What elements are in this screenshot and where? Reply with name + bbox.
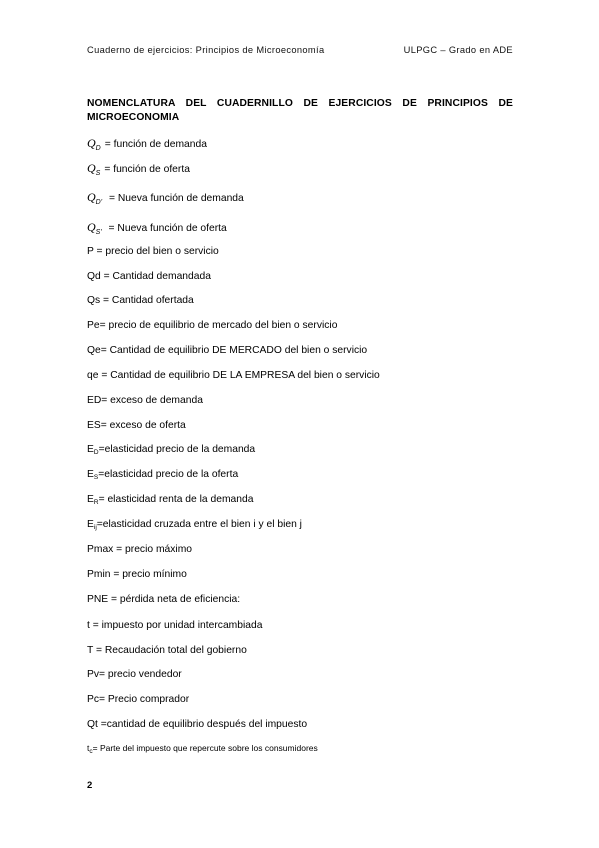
nomenclature-entry: Qe= Cantidad de equilibrio DE MERCADO del bien o servicio [87,345,368,356]
symbol-base: Q [87,190,96,204]
symbol-base: E [87,494,94,505]
symbol-sub: D [95,145,101,152]
symbol-definition: =elasticidad cruzada entre el bien i y el bien j [96,519,302,530]
nomenclature-entry: T = Recaudación total del gobierno [87,645,247,656]
elasticity-entry-supply [87,469,238,481]
symbol-definition: =elasticidad precio de la demanda [98,444,256,455]
symbol-sub: c [89,748,93,755]
symbol-definition: = Parte del impuesto que repercute sobre los consumidores [92,743,318,753]
document-title: NOMENCLATURA DEL CUADERNILLO DE EJERCICIOS DE PRINCIPIOS DE MICROECONOMIA [87,98,513,123]
symbol-sub: ij [93,524,97,531]
symbol-sub: D [95,199,101,206]
symbol-sub: S [93,474,99,481]
nomenclature-entry: ES= exceso de oferta [87,420,186,431]
symbol-definition: =elasticidad precio de la oferta [98,469,239,480]
symbol-entry-qs-new [87,220,227,236]
nomenclature-entry: qe = Cantidad de equilibrio DE LA EMPRESA del bien o servicio [87,370,380,381]
symbol-definition: = Nueva función de demanda [106,193,244,204]
symbol-definition: = función de demanda [104,139,207,150]
elasticity-entry-income [87,494,253,506]
symbol-base: Q [87,220,96,234]
nomenclature-entry: Pmax = precio máximo [87,544,193,555]
nomenclature-entry: Qd = Cantidad demandada [87,271,211,282]
symbol-prime: ' [100,229,102,236]
symbol-sub: D [93,449,99,456]
symbol-definition: = función de oferta [104,164,190,175]
elasticity-entry-demand [87,444,255,456]
page-number: 2 [87,780,93,791]
symbol-entry-qd [87,136,207,152]
nomenclature-entry: Pmin = precio mínimo [87,569,187,580]
nomenclature-entry: ED= exceso de demanda [87,395,203,406]
nomenclature-entry: Qt =cantidad de equilibrio después del impuesto [87,719,308,730]
header-university: ULPGC – Grado en ADE [403,45,513,55]
symbol-prime: ' [100,199,103,206]
nomenclature-entry: t = impuesto por unidad intercambiada [87,620,263,631]
symbol-sub: R [93,499,99,506]
symbol-base: E [87,444,94,455]
symbol-sub: S [95,229,101,236]
symbol-base: E [87,469,94,480]
nomenclature-entry: P = precio del bien o servicio [87,246,219,257]
symbol-base: Q [87,161,96,175]
symbol-entry-qd-new [87,190,244,206]
nomenclature-entry: Pv= precio vendedor [87,669,182,680]
nomenclature-entry: PNE = pérdida neta de eficiencia: [87,594,241,605]
nomenclature-entry: Qs = Cantidad ofertada [87,295,194,306]
symbol-base: t [87,743,90,753]
symbol-definition: = elasticidad renta de la demanda [98,494,254,505]
nomenclature-entry: Pc= Precio comprador [87,694,190,705]
symbol-sub: S [95,170,101,177]
nomenclature-entry-tc [87,743,318,755]
elasticity-entry-cross [87,519,302,531]
symbol-base: E [87,519,94,530]
nomenclature-entry: Pe= precio de equilibrio de mercado del bien o servicio [87,320,338,331]
symbol-definition: = Nueva función de oferta [105,223,227,234]
symbol-entry-qs [87,161,190,177]
header-course-title: Cuaderno de ejercicios: Principios de Microeconomía [87,45,325,55]
symbol-base: Q [87,136,96,150]
